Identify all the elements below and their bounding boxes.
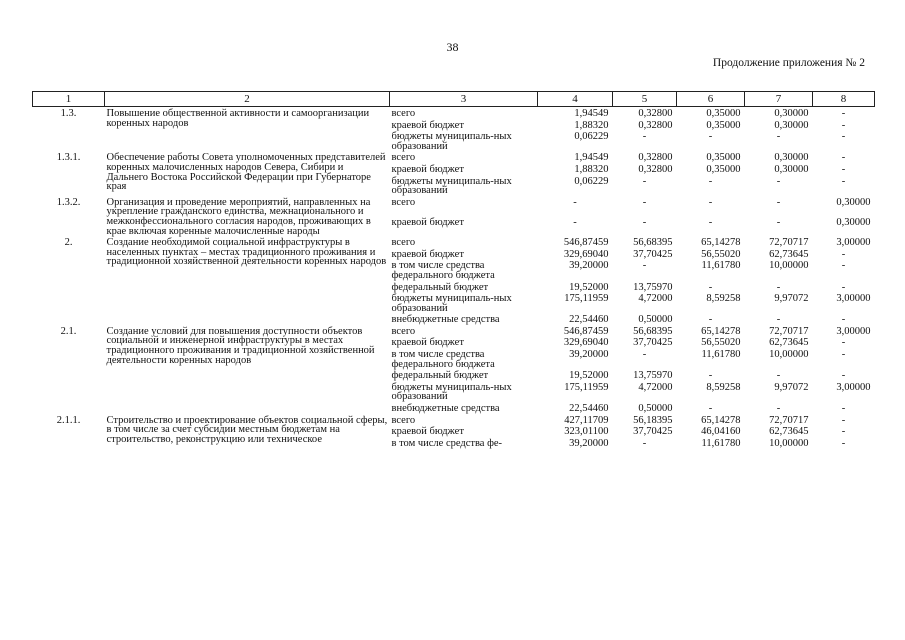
amount-cell: 0,32800 — [638, 119, 673, 131]
amount-cell: 39,20000 — [569, 260, 609, 272]
amount-cell: - — [841, 248, 846, 260]
amount-cell: 0,30000 — [774, 119, 809, 131]
amount-cell: 0,30000 — [774, 108, 809, 119]
amount-cell: 427,11709 — [564, 414, 609, 426]
page-number: 38 — [446, 40, 459, 54]
amount-cell: 72,70717 — [769, 237, 809, 249]
amount-cell: - — [776, 196, 781, 208]
amount-cell: 3,00000 — [836, 237, 871, 249]
amount-cell: - — [776, 216, 781, 228]
amount-cell: - — [573, 216, 577, 228]
funding-source: в том числе средства фе- — [391, 437, 503, 449]
amount-cell: 0,50000 — [638, 314, 673, 326]
amount-cell: 19,52000 — [569, 281, 609, 293]
amount-cell: 11,61780 — [701, 437, 741, 449]
amount-cell: - — [776, 314, 781, 326]
funding-source: краевой бюджет — [391, 119, 464, 131]
amount-cell: 546,87459 — [563, 237, 609, 249]
amount-cell: 56,55020 — [701, 248, 741, 260]
funding-source: федеральный бюджет — [391, 281, 489, 293]
item-number: 2. — [64, 237, 73, 249]
item-name: Обеспечение работы Совета уполномоченных представителей коренных малочисленных народов Севера, Сибири и Дальнего Востока Российской Федерации при Губернаторе края — [106, 152, 386, 193]
item-number: 2.1.1. — [56, 414, 81, 426]
funding-source: всего — [391, 152, 416, 164]
amount-cell: 4,72000 — [638, 381, 673, 393]
amount-cell: 37,70425 — [633, 337, 673, 349]
continuation-label: Продолжение приложения № 2 — [712, 57, 865, 69]
amount-cell: - — [642, 131, 647, 143]
funding-source: краевой бюджет — [391, 216, 464, 228]
amount-cell: - — [841, 163, 846, 175]
table-row — [33, 107, 875, 119]
table-row — [33, 325, 875, 337]
amount-cell: 1,94549 — [574, 108, 609, 119]
funding-source: в том числе средства федерального бюджета — [391, 260, 495, 281]
amount-cell: 65,14278 — [701, 414, 741, 426]
amount-cell: - — [708, 281, 713, 293]
amount-cell: 9,97072 — [774, 381, 809, 393]
amount-cell: - — [708, 216, 713, 228]
table-row — [33, 196, 875, 216]
amount-cell: 62,73645 — [769, 248, 809, 260]
amount-cell: - — [841, 370, 846, 382]
funding-source: бюджеты муниципаль-ных образований — [391, 131, 512, 152]
funding-source: бюджеты муниципаль-ных образований — [391, 293, 512, 314]
amount-cell: 39,20000 — [569, 349, 609, 361]
item-name: Создание условий для повышения доступности объектов социальной и инженерной инфраструктуры в местах традиционного проживания и традиционной хозяйственной деятельности коренных народов — [106, 325, 375, 366]
amount-cell: - — [642, 175, 647, 187]
amount-cell: - — [841, 349, 846, 361]
amount-cell: - — [841, 175, 846, 187]
funding-source: внебюджетные средства — [391, 314, 500, 326]
amount-cell: - — [776, 370, 781, 382]
item-name: Повышение общественной активности и самоорганизации коренных народов — [106, 108, 370, 129]
amount-cell: 56,68395 — [633, 325, 673, 337]
amount-cell: 13,75970 — [633, 370, 673, 382]
amount-cell: 0,06229 — [574, 175, 609, 187]
amount-cell: - — [841, 260, 846, 272]
column-header: 7 — [745, 92, 813, 107]
amount-cell: 0,50000 — [638, 403, 673, 415]
funding-source: всего — [391, 325, 416, 337]
funding-source: краевой бюджет — [391, 248, 464, 260]
amount-cell: - — [708, 314, 713, 326]
amount-cell: - — [776, 403, 781, 415]
amount-cell: - — [841, 314, 846, 326]
item-number: 1.3. — [60, 108, 77, 119]
amount-cell: 11,61780 — [701, 349, 741, 361]
amount-cell: - — [776, 131, 781, 143]
amount-cell: 19,52000 — [569, 370, 609, 382]
funding-source: всего — [391, 108, 416, 119]
amount-cell: 10,00000 — [769, 437, 809, 449]
amount-cell: - — [841, 426, 846, 438]
amount-cell: 3,00000 — [836, 325, 871, 337]
amount-cell: 65,14278 — [701, 237, 741, 249]
amount-cell: - — [841, 108, 846, 119]
amount-cell: 8,59258 — [706, 381, 741, 393]
item-name: Строительство и проектирование объектов социальной сферы, в том числе за счет субсидии местным бюджетам на строительство, реконструкцию или техническое — [106, 414, 388, 445]
amount-cell: 0,30000 — [774, 163, 809, 175]
amount-cell: 323,01100 — [564, 426, 609, 438]
amount-cell: - — [776, 281, 781, 293]
funding-source: в том числе средства федерального бюджета — [391, 349, 495, 370]
amount-cell: 62,73645 — [769, 426, 809, 438]
amount-cell: 22,54460 — [569, 403, 609, 415]
amount-cell: 13,75970 — [633, 281, 673, 293]
amount-cell: - — [841, 119, 846, 131]
table-body — [33, 107, 875, 449]
amount-cell: - — [708, 175, 713, 187]
amount-cell: - — [708, 403, 713, 415]
amount-cell: 0,32800 — [638, 108, 673, 119]
funding-source: федеральный бюджет — [391, 370, 489, 382]
amount-cell: - — [841, 131, 846, 143]
amount-cell: 0,32800 — [638, 163, 673, 175]
amount-cell: 0,35000 — [706, 119, 741, 131]
item-number: 1.3.1. — [56, 152, 81, 164]
column-header: 5 — [613, 92, 677, 107]
budget-table — [32, 91, 875, 448]
amount-cell: 10,00000 — [769, 349, 809, 361]
amount-cell: 3,00000 — [836, 293, 871, 305]
amount-cell: 11,61780 — [701, 260, 741, 272]
amount-cell: 22,54460 — [569, 314, 609, 326]
amount-cell: 46,04160 — [701, 426, 741, 438]
column-header: 1 — [33, 92, 105, 107]
amount-cell: - — [841, 403, 846, 415]
amount-cell: 0,35000 — [706, 108, 741, 119]
amount-cell: 0,30000 — [836, 196, 871, 208]
amount-cell: 37,70425 — [633, 248, 673, 260]
amount-cell: - — [841, 152, 846, 164]
funding-source: всего — [391, 237, 416, 249]
amount-cell: 329,69040 — [563, 337, 609, 349]
item-name: Создание необходимой социальной инфраструктуры в населенных пунктах – местах традиционного проживания и традиционной хозяйственной деятельности коренных народов — [106, 237, 387, 268]
amount-cell: 9,97072 — [774, 293, 809, 305]
amount-cell: - — [708, 370, 713, 382]
amount-cell: 1,88320 — [574, 119, 609, 131]
amount-cell: 0,30000 — [774, 152, 809, 164]
amount-cell: 72,70717 — [769, 414, 809, 426]
amount-cell: - — [841, 437, 846, 449]
amount-cell: 56,68395 — [633, 237, 673, 249]
amount-cell: 0,06229 — [574, 131, 609, 143]
amount-cell: 1,88320 — [574, 163, 609, 175]
amount-cell: - — [642, 349, 647, 361]
item-number: 2.1. — [60, 325, 77, 337]
column-header: 6 — [677, 92, 745, 107]
amount-cell: 10,00000 — [769, 260, 809, 272]
funding-source: всего — [391, 414, 416, 426]
amount-cell: 0,35000 — [706, 163, 741, 175]
column-header: 4 — [538, 92, 613, 107]
amount-cell: 37,70425 — [633, 426, 673, 438]
amount-cell: - — [841, 281, 846, 293]
item-number: 1.3.2. — [56, 196, 81, 208]
amount-cell: 175,11959 — [564, 293, 609, 305]
column-header: 2 — [105, 92, 390, 107]
funding-source: внебюджетные средства — [391, 403, 500, 415]
funding-source: бюджеты муниципаль-ных образований — [391, 175, 512, 197]
amount-cell: - — [841, 414, 846, 426]
amount-cell: - — [708, 131, 713, 143]
amount-cell: 0,35000 — [706, 152, 741, 164]
amount-cell: 39,20000 — [569, 437, 609, 449]
amount-cell: - — [573, 196, 577, 208]
funding-source: краевой бюджет — [391, 163, 464, 175]
amount-cell: 3,00000 — [836, 381, 871, 393]
funding-source: краевой бюджет — [391, 337, 464, 349]
amount-cell: - — [642, 216, 647, 228]
item-name: Организация и проведение мероприятий, направленных на укрепление гражданского единства, межнационального и межконфессионального согласия народов, проживающих в крае включая коренные малочисленные народы — [106, 196, 371, 237]
column-header: 8 — [813, 92, 875, 107]
amount-cell: 56,18395 — [633, 414, 673, 426]
table-row — [33, 414, 875, 426]
amount-cell: 65,14278 — [701, 325, 741, 337]
amount-cell: - — [841, 337, 846, 349]
amount-cell: 72,70717 — [769, 325, 809, 337]
funding-source: краевой бюджет — [391, 426, 464, 438]
amount-cell: - — [776, 175, 781, 187]
amount-cell: - — [642, 196, 647, 208]
amount-cell: 0,32800 — [638, 152, 673, 164]
funding-source: всего — [391, 196, 416, 208]
column-header: 3 — [390, 92, 538, 107]
amount-cell: 8,59258 — [706, 293, 741, 305]
amount-cell: 62,73645 — [769, 337, 809, 349]
amount-cell: 56,55020 — [701, 337, 741, 349]
amount-cell: 1,94549 — [574, 152, 609, 164]
amount-cell: - — [642, 260, 647, 272]
amount-cell: 329,69040 — [563, 248, 609, 260]
amount-cell: 0,30000 — [836, 216, 871, 228]
table-row — [33, 151, 875, 163]
amount-cell: - — [708, 196, 713, 208]
amount-cell: 175,11959 — [564, 381, 609, 393]
amount-cell: 546,87459 — [563, 325, 609, 337]
funding-source: бюджеты муниципаль-ных образований — [391, 381, 512, 403]
amount-cell: - — [642, 437, 647, 449]
table-row — [33, 236, 875, 248]
amount-cell: 4,72000 — [638, 293, 673, 305]
column-number-row — [33, 92, 875, 107]
